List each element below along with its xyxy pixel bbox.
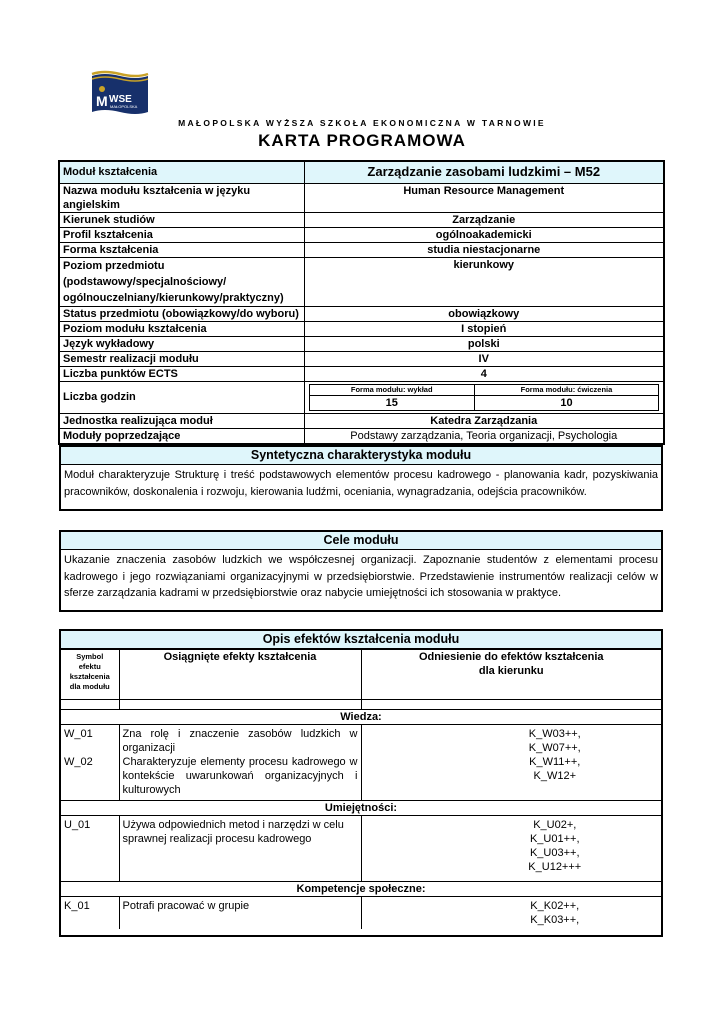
- skills-symbols: U_01: [61, 816, 119, 882]
- hours-cell: [304, 381, 664, 413]
- unit-label: Jednostka realizująca moduł: [59, 413, 304, 428]
- row-value: polski: [304, 336, 664, 351]
- goals-section: [59, 530, 663, 612]
- row-label: Język wykładowy: [59, 336, 304, 351]
- goals-text: Ukazanie znaczenia zasobów ludzkich we współczesnej organizacji. Zapoznanie studentów z elementami procesu kadrowego i jego rozwiązaniami organizacyjnymi w przedsiębiorstwie. Przedstawienie instrumentów realizacji celów w sferze zarządzania kadrami w przedsiębiorstwie oraz nabycie umiejętności ich stosowania w praktyce.: [64, 554, 658, 599]
- prereq-value: Podstawy zarządzania, Teoria organizacji, Psychologia: [304, 428, 664, 444]
- row-label: Poziom modułu kształcenia: [59, 321, 304, 336]
- synthetic-section: [59, 445, 663, 511]
- col-reference-header: Odniesienie do efektów kształcenia dla kierunku: [361, 650, 661, 700]
- row-value: Zarządzanie: [304, 212, 664, 227]
- lecture-value: 15: [309, 395, 474, 410]
- social-symbols: K_01: [61, 897, 119, 929]
- document-title: KARTA PROGRAMOWA: [258, 131, 466, 150]
- school-name: MAŁOPOLSKA WYŻSZA SZKOŁA EKONOMICZNA W TARNOWIE: [178, 118, 546, 128]
- row-label: Kierunek studiów: [59, 212, 304, 227]
- social-effects: Potrafi pracować w grupie: [119, 897, 361, 929]
- knowledge-effects: Zna rolę i znaczenie zasobów ludzkich w organizacji Charakteryzuje elementy procesu kadrowego w kontekście uwarunkowań organizacyjnych i kulturowych: [119, 725, 361, 801]
- social-heading: Kompetencje społeczne:: [61, 882, 661, 897]
- synthetic-title: Syntetyczna charakterystyka modułu: [61, 447, 661, 465]
- row-value: obowiązkowy: [304, 306, 664, 321]
- row-label: Profil kształcenia: [59, 227, 304, 242]
- knowledge-heading: Wiedza:: [61, 710, 661, 725]
- row-value: ogólnoakademicki: [304, 227, 664, 242]
- outcomes-section: [59, 629, 663, 937]
- lecture-label: Forma modułu: wykład: [309, 384, 474, 395]
- synthetic-text: Moduł charakteryzuje Strukturę i treść podstawowych elementów procesu kadrowego - planowania kadr, pozyskiwania pracowników, doskonalenia i rozwoju, kierowania ludźmi, oceniania, wynagradzania, odejścia pracowników.: [64, 469, 658, 498]
- skills-effects: Używa odpowiednich metod i narzędzi w celu sprawnej realizacji procesu kadrowego: [119, 816, 361, 882]
- prereq-label: Moduły poprzedzające: [59, 428, 304, 444]
- module-label: Moduł kształcenia: [59, 161, 304, 183]
- skills-refs: K_U02+, K_U01++, K_U03++, K_U12+++: [361, 816, 661, 882]
- row-value: I stopień: [304, 321, 664, 336]
- outcomes-table: [61, 649, 661, 929]
- level-value: kierunkowy: [304, 257, 664, 306]
- module-value: Zarządzanie zasobami ludzkimi – M52: [304, 161, 664, 183]
- row-label: Liczba punktów ECTS: [59, 366, 304, 381]
- row-label: Nazwa modułu kształcenia w języku angielskim: [59, 183, 304, 212]
- row-value: studia niestacjonarne: [304, 242, 664, 257]
- logo-subtext: MAŁOPOLSKA: [110, 104, 138, 109]
- outcomes-title: Opis efektów kształcenia modułu: [61, 631, 661, 649]
- col-symbol-header: Symbol efektu kształcenia dla modułu: [61, 650, 119, 700]
- logo-text: WSE: [109, 94, 132, 105]
- col-effects-header: Osiągnięte efekty kształcenia: [119, 650, 361, 700]
- row-value: Human Resource Management: [304, 183, 664, 212]
- row-label: Semestr realizacji modułu: [59, 351, 304, 366]
- goals-title: Cele modułu: [61, 532, 661, 550]
- row-value: 4: [304, 366, 664, 381]
- social-refs: K_K02++, K_K03++,: [361, 897, 661, 929]
- svg-text:M: M: [96, 93, 108, 109]
- module-table: [58, 160, 665, 445]
- knowledge-symbols: W_01 W_02: [61, 725, 119, 801]
- hours-label: Liczba godzin: [59, 381, 304, 413]
- level-label: Poziom przedmiotu (podstawowy/specjalnościowy/ ogólnouczelniany/kierunkowy/praktyczny): [59, 257, 304, 306]
- row-value: IV: [304, 351, 664, 366]
- skills-heading: Umiejętności:: [61, 801, 661, 816]
- knowledge-refs: K_W03++, K_W07++, K_W11++, K_W12+: [361, 725, 661, 801]
- school-logo: [88, 70, 152, 118]
- row-label: Status przedmiotu (obowiązkowy/do wyboru): [59, 306, 304, 321]
- exercise-label: Forma modułu: ćwiczenia: [474, 384, 658, 395]
- row-label: Forma kształcenia: [59, 242, 304, 257]
- unit-value: Katedra Zarządzania: [304, 413, 664, 428]
- exercise-value: 10: [474, 395, 658, 410]
